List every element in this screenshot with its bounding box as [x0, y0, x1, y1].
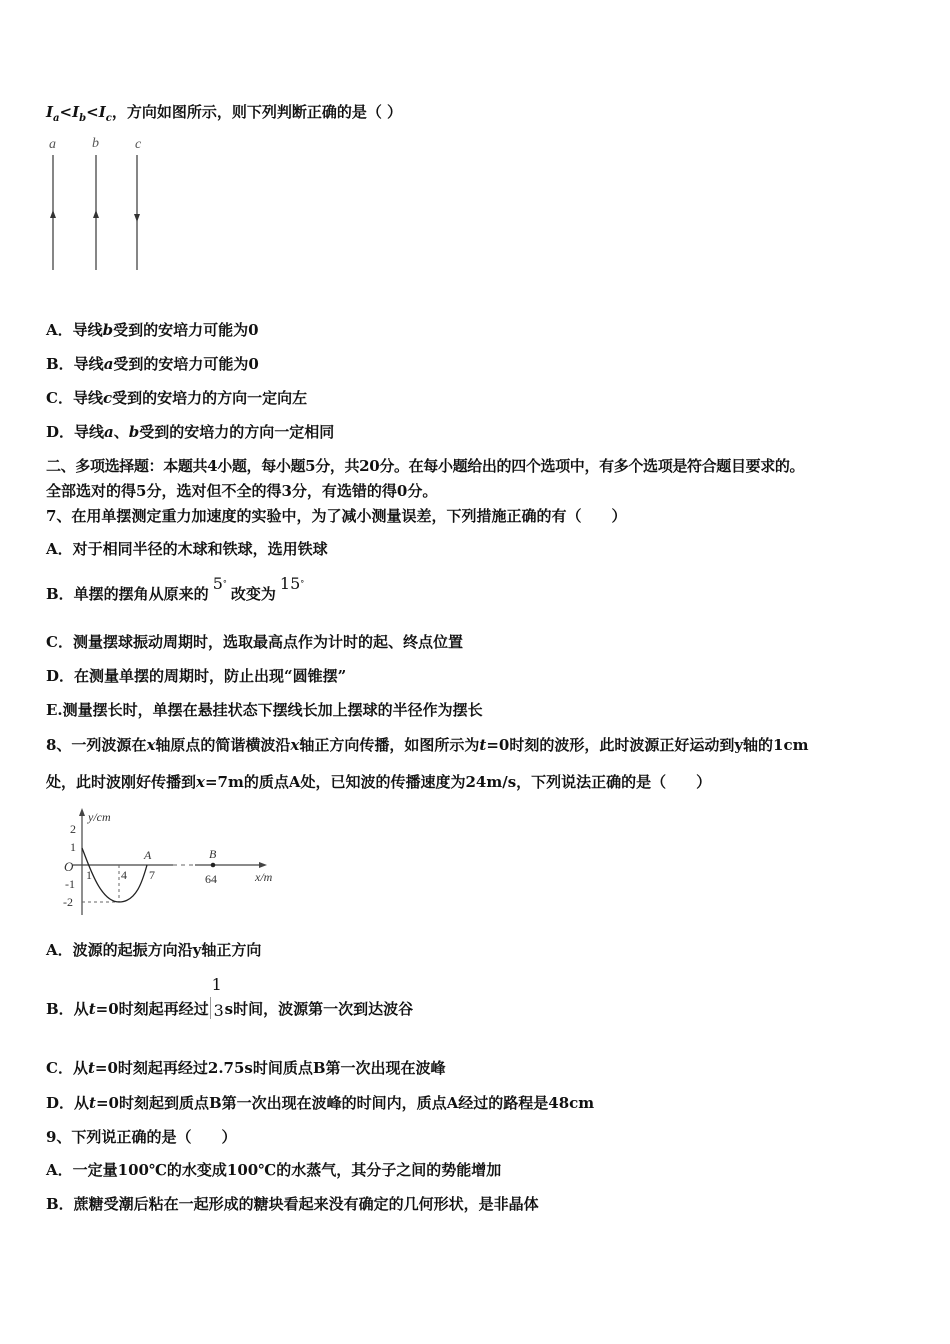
arrow-up-b — [93, 210, 99, 218]
section2-heading-line1: 二、多项选择题：本题共4小题，每小题5分，共20分。在每小题给出的四个选项中，有多个选项是符合题目要求的。 — [46, 457, 805, 475]
x-tick-64: 64 — [205, 872, 217, 886]
section2-heading-line2: 全部选对的得5分，选对但不全的得3分，有选错的得0分。 — [46, 482, 438, 500]
q9-option-a: A．一定量100℃的水变成100℃的水蒸气，其分子之间的势能增加 — [46, 1161, 502, 1179]
q7-option-c: C．测量摆球振动周期时，选取最高点作为计时的起、终点位置 — [46, 633, 463, 651]
fraction-one-third: 1 3 — [211, 975, 224, 1020]
wire-label-c: c — [135, 137, 142, 152]
less-than-2: < — [86, 103, 99, 121]
subscript-a: a — [53, 113, 60, 124]
q9-option-b: B．蔗糖受潮后粘在一起形成的糖块看起来没有确定的几何形状，是非晶体 — [46, 1195, 539, 1213]
point-b-marker — [211, 863, 216, 868]
wire-label-a: a — [49, 137, 56, 152]
q8-stem-line1: 8、一列波源在x轴原点的简谐横波沿x轴正方向传播，如图所示为t=0时刻的波形，此时波源正好运动到y轴的1cm — [46, 736, 809, 754]
y-tick-1: 1 — [70, 840, 76, 854]
q8-option-a: A．波源的起振方向沿y轴正方向 — [46, 941, 262, 959]
current-symbol-c: I — [98, 103, 106, 121]
wire-figure — [40, 130, 160, 275]
x-tick-1: 1 — [86, 868, 92, 882]
arrow-up-a — [50, 210, 56, 218]
q7-option-e: E.测量摆长时，单摆在悬挂状态下摆线长加上摆球的半径作为摆长 — [46, 701, 483, 719]
q8-option-c: C．从t=0时刻起再经过2.75s时间质点B第一次出现在波峰 — [46, 1059, 446, 1077]
point-a-label: A — [144, 848, 152, 862]
q7-option-d: D．在测量单摆的周期时，防止出现“圆锥摆” — [46, 667, 347, 685]
wire-label-b: b — [92, 136, 99, 151]
x-tick-7: 7 — [149, 868, 155, 882]
current-symbol-a: I — [46, 103, 54, 121]
q6-option-c: C．导线c受到的安培力的方向一定向左 — [46, 389, 308, 407]
y-axis-arrow — [79, 808, 85, 816]
subscript-c: c — [105, 113, 112, 124]
q6-option-d: D．导线a、b受到的安培力的方向一定相同 — [46, 423, 335, 441]
y-axis-label: y/cm — [88, 810, 111, 824]
angle-5: 5° — [212, 574, 227, 593]
x-tick-4: 4 — [121, 868, 127, 882]
wave-graph — [55, 805, 290, 920]
less-than-1: < — [59, 103, 73, 121]
arrow-down-c — [134, 214, 140, 222]
q7-option-b: B．单摆的摆角从原来的5°改变为15° — [46, 574, 305, 603]
origin-label: O — [64, 859, 74, 874]
y-tick-neg2: -2 — [63, 895, 73, 909]
q9-stem: 9、下列说正确的是（ ） — [46, 1128, 237, 1146]
x-axis-label: x/m — [255, 870, 273, 884]
q6-option-a: A．导线b受到的安培力可能为0 — [46, 321, 259, 339]
y-tick-neg1: -1 — [65, 877, 75, 891]
q6-stem-tail: ，方向如图所示，则下列判断正确的是（ ） — [111, 103, 403, 121]
subscript-b: b — [79, 113, 87, 124]
q7-option-a: A．对于相同半径的木球和铁球，选用铁球 — [46, 540, 328, 558]
current-symbol-b: I — [72, 103, 80, 121]
q6-stem — [46, 102, 402, 129]
q8-stem-line2: 处，此时波刚好传播到x=7m的质点A处，已知波的传播速度为24m/s，下列说法正确的是（ ） — [46, 773, 712, 791]
q8-option-d: D．从t=0时刻起到质点B第一次出现在波峰的时间内，质点A经过的路程是48cm — [46, 1094, 595, 1112]
angle-15: 15° — [279, 574, 305, 593]
y-tick-2: 2 — [70, 822, 76, 836]
q7-stem: 7、在用单摆测定重力加速度的实验中，为了减小测量误差，下列措施正确的有（ ） — [46, 507, 627, 525]
q8-option-b: B．从t=0时刻起再经过 1 3 s时间，波源第一次到达波谷 — [46, 975, 414, 1020]
point-b-label: B — [209, 847, 217, 861]
q6-option-b: B．导线a受到的安培力可能为0 — [46, 355, 259, 373]
x-axis-arrow — [259, 862, 267, 868]
